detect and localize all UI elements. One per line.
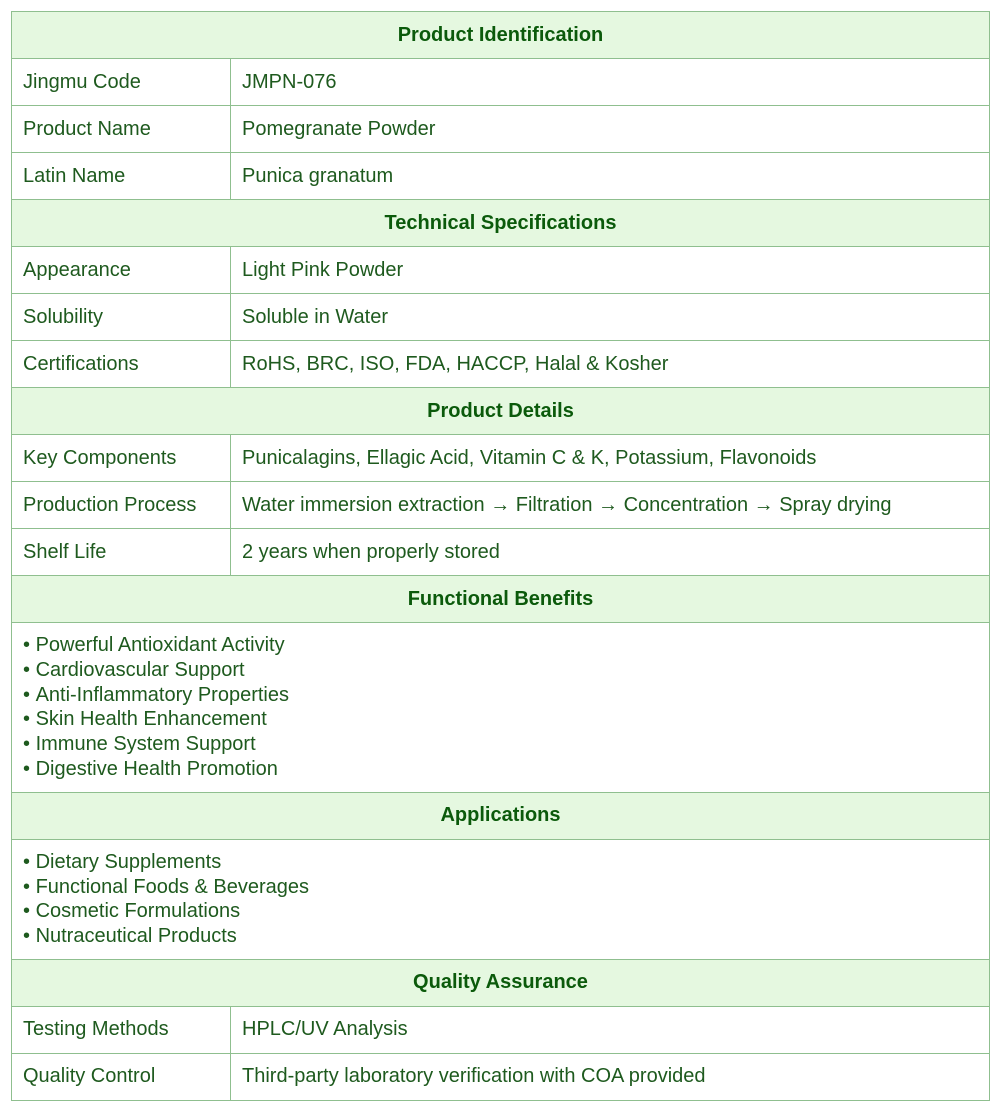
row-label: Product Name bbox=[12, 106, 231, 153]
section-header-applications bbox=[12, 792, 990, 839]
row-label: Quality Control bbox=[12, 1053, 231, 1100]
section-header-details bbox=[12, 388, 990, 435]
table-row bbox=[12, 435, 990, 482]
list-item: • Anti-Inflammatory Properties bbox=[23, 683, 978, 708]
section-title: Functional Benefits bbox=[12, 576, 990, 623]
list-item: • Cosmetic Formulations bbox=[23, 899, 978, 924]
section-title: Applications bbox=[12, 792, 990, 839]
row-label: Latin Name bbox=[12, 153, 231, 200]
row-label: Appearance bbox=[12, 247, 231, 294]
row-label: Testing Methods bbox=[12, 1006, 231, 1053]
list-item: • Powerful Antioxidant Activity bbox=[23, 633, 978, 658]
section-title: Technical Specifications bbox=[12, 200, 990, 247]
row-label: Production Process bbox=[12, 482, 231, 529]
table-row bbox=[12, 341, 990, 388]
row-value: Light Pink Powder bbox=[231, 247, 990, 294]
row-value: Punicalagins, Ellagic Acid, Vitamin C & K, Potassium, Flavonoids bbox=[231, 435, 990, 482]
section-header-quality bbox=[12, 959, 990, 1006]
row-value: Punica granatum bbox=[231, 153, 990, 200]
list-item: • Digestive Health Promotion bbox=[23, 757, 978, 782]
table-row bbox=[12, 247, 990, 294]
row-value: Soluble in Water bbox=[231, 294, 990, 341]
section-title: Product Identification bbox=[12, 12, 990, 59]
table-row bbox=[12, 106, 990, 153]
row-value: RoHS, BRC, ISO, FDA, HACCP, Halal & Kosher bbox=[231, 341, 990, 388]
row-label: Jingmu Code bbox=[12, 59, 231, 106]
table-row bbox=[12, 1006, 990, 1053]
applications-row bbox=[12, 839, 990, 959]
row-label: Key Components bbox=[12, 435, 231, 482]
product-spec-table bbox=[11, 11, 990, 1101]
list-item: • Immune System Support bbox=[23, 732, 978, 757]
list-item: • Dietary Supplements bbox=[23, 850, 978, 875]
section-title: Product Details bbox=[12, 388, 990, 435]
list-item: • Cardiovascular Support bbox=[23, 658, 978, 683]
row-value: Third-party laboratory verification with COA provided bbox=[231, 1053, 990, 1100]
table-row bbox=[12, 529, 990, 576]
row-value: HPLC/UV Analysis bbox=[231, 1006, 990, 1053]
section-header-identification bbox=[12, 12, 990, 59]
row-label: Solubility bbox=[12, 294, 231, 341]
row-value: JMPN-076 bbox=[231, 59, 990, 106]
row-value: 2 years when properly stored bbox=[231, 529, 990, 576]
benefits-list-cell bbox=[12, 623, 990, 793]
list-item: • Nutraceutical Products bbox=[23, 924, 978, 949]
section-title: Quality Assurance bbox=[12, 959, 990, 1006]
section-header-technical bbox=[12, 200, 990, 247]
applications-list-cell bbox=[12, 839, 990, 959]
table-row bbox=[12, 153, 990, 200]
row-label: Certifications bbox=[12, 341, 231, 388]
list-item: • Functional Foods & Beverages bbox=[23, 875, 978, 900]
applications-list bbox=[23, 850, 978, 949]
table-row bbox=[12, 1053, 990, 1100]
list-item: • Skin Health Enhancement bbox=[23, 707, 978, 732]
benefits-row bbox=[12, 623, 990, 793]
table-row bbox=[12, 482, 990, 529]
table-row bbox=[12, 294, 990, 341]
row-value: Pomegranate Powder bbox=[231, 106, 990, 153]
row-value: Water immersion extraction → Filtration → Concentration → Spray drying bbox=[231, 482, 990, 529]
benefits-list bbox=[23, 633, 978, 782]
table-row bbox=[12, 59, 990, 106]
section-header-benefits bbox=[12, 576, 990, 623]
row-label: Shelf Life bbox=[12, 529, 231, 576]
